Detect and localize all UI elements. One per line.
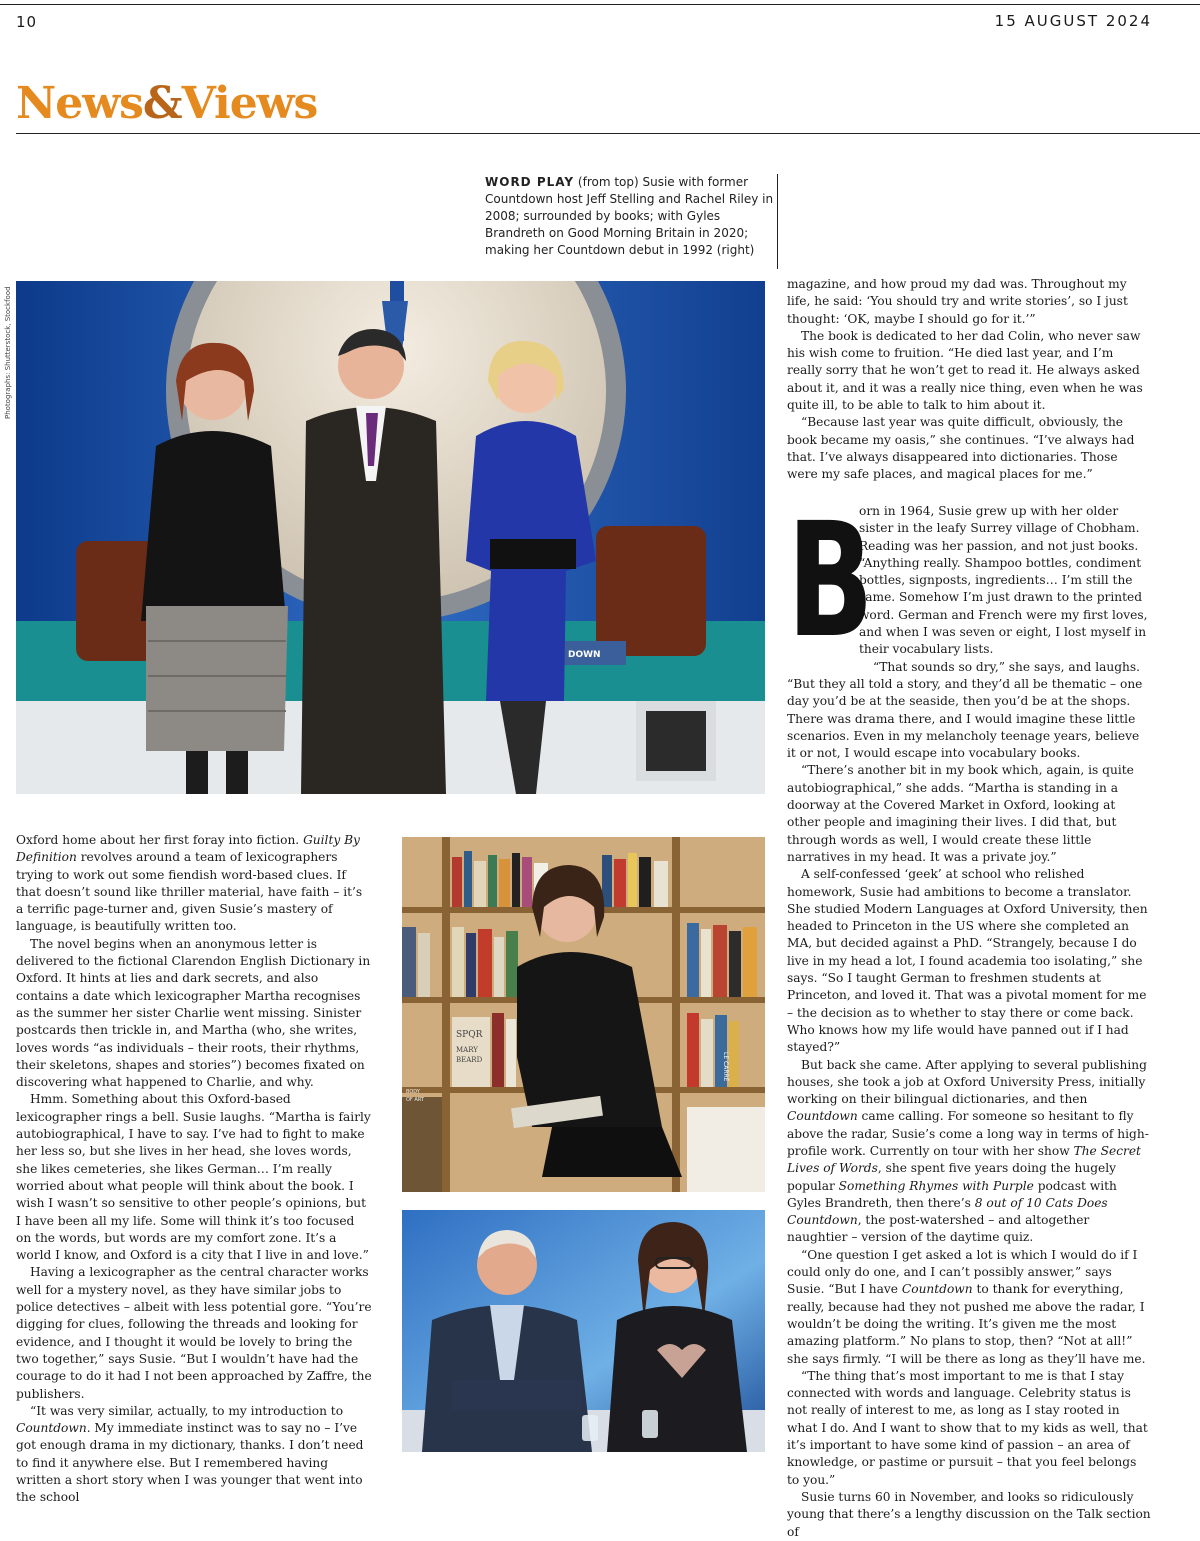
countdown-studio-illustration	[16, 281, 765, 794]
photo-caption	[485, 174, 775, 259]
right-paragraph-11: Susie turns 60 in November, and looks so ridiculously young that there’s a lengthy discussion on the Talk section of	[787, 1489, 1151, 1539]
caption-label: WORD PLAY	[485, 175, 575, 189]
right-paragraph-4: orn in 1964, Susie grew up with her older sister in the leafy Surrey village of Chobham. Reading was her passion, and not just books. “Anything really. Shampoo bottles, condiment bottles, signposts, ingredients… I’m still the same. Somehow I’m just drawn to the printed word. German and French were my first loves, and when I was seven or eight, I lost myself in their vocabulary lists.	[859, 504, 1148, 657]
drop-cap	[787, 489, 874, 673]
photo-credit	[0, 280, 12, 420]
show-title: The Secret Lives of Words	[787, 1143, 1141, 1176]
bookshelf-illustration	[402, 837, 765, 1192]
show-title: Countdown	[16, 1421, 87, 1436]
show-title: 8 out of 10 Cats Does Countdown	[787, 1195, 1108, 1228]
text-span: But back she came. After applying to several publishing houses, she took a job at Oxford University Press, initially working on their bilingual dictionaries, and then	[787, 1057, 1147, 1107]
gmb-studio-illustration	[402, 1210, 765, 1452]
article-right-column-bottom	[787, 489, 1151, 1541]
book-ofart-text: OF ART	[406, 1097, 424, 1103]
left-paragraph-3: Hmm. Something about this Oxford-based lexicographer rings a bell. Susie laughs. “Martha is fairly autobiographical, I have to say. I’ve had to fight to make her less so, but she lives in her head, she loves words, she likes cemeteries, she likes German… I’m really worried about what people will think about the book. I wish I wasn’t so sensitive to other people’s opinions, but I have been all my life. Some will think it’s too focused on the words, but words are my comfort zone. It’s a world I know, and Oxford is a city that I live in and love.”	[16, 1092, 371, 1263]
page-number: 10	[16, 13, 38, 31]
text-span: “It was very similar, actually, to my introduction to	[30, 1403, 344, 1418]
article-left-column	[16, 832, 372, 1507]
book-body-text: BODY	[406, 1089, 420, 1095]
right-paragraph-1: magazine, and how proud my dad was. Throughout my life, he said: ‘You should try and write stories’, so I just thought: ‘OK, maybe I should go for it.’”	[787, 277, 1128, 326]
text-span: , the post-watershed – and altogether naughtier – version of the daytime quiz.	[787, 1213, 1090, 1245]
right-paragraph-7: A self-confessed ‘geek’ at school who relished homework, Susie had ambitions to become a translator. She studied Modern Languages at Oxford University, then headed to Princeton in the US where she completed an MA, but decided against a PhD. “Strangely, because I do live in my head a lot, I found academia too isolating,” she says. “So I taught German to freshmen students at Princeton, and loved it. That was a pivotal moment for me – the decision as to whether to stay there or come back. Who knows how my life would have panned out if I had stayed?”	[787, 867, 1148, 1055]
photo-credit-text: Photographs: Shutterstock, Stockfood	[4, 286, 12, 419]
text-span: “One question I get asked a lot is which I would do if I could only do one, and I can’t possibly answer,” says Susie. “But I have	[787, 1247, 1138, 1297]
countdown-sign-text: DOWN	[568, 650, 601, 660]
show-title: Something Rhymes with Purple	[838, 1178, 1034, 1193]
left-paragraph-5	[16, 1403, 372, 1507]
book-lecarre-text: LE CARRÉ	[722, 1052, 729, 1082]
book-mary-text: MARY	[456, 1046, 478, 1054]
column-rule	[777, 174, 778, 269]
left-paragraph-2: The novel begins when an anonymous letter is delivered to the fictional Clarendon English Dictionary in Oxford. It hints at lies and dark secrets, and also contains a date which lexicographer Martha recognises as the summer her sister Charlie went missing. Sinister postcards then trickle in, and Martha (who, she writes, loves words “as individuals – their roots, their rhythms, their skeletons, shapes and stories”) becomes fixated on discovering what happened to Charlie, and why.	[16, 936, 371, 1090]
masthead-views: Views	[181, 78, 318, 129]
right-paragraph-5: “That sounds so dry,” she says, and laughs. “But they all told a story, and they’d all be thematic – one day you’d be at the seaside, then you’d be at the shops. There was drama there, and I would imagine these little scenarios. Even in my melancholy teenage years, believe it or not, I would escape into vocabulary books.	[787, 659, 1143, 761]
left-paragraph-1	[16, 832, 372, 936]
text-span: Oxford home about her first foray into fiction.	[16, 833, 304, 847]
show-title: Countdown	[787, 1109, 858, 1124]
masthead-rule	[16, 133, 1200, 134]
drop-cap-letter: B	[787, 489, 874, 673]
right-paragraph-6: “There’s another bit in my book which, again, is quite autobiographical,” she adds. “Martha is standing in a doorway at the Covered Market in Oxford, looking at other people and imagining their lives. I did that, but through words as well, I would create these little narratives in my head. It was a private joy.”	[787, 763, 1134, 864]
photo-gmb-studio	[402, 1210, 765, 1452]
issue-date: 15 AUGUST 2024	[994, 12, 1152, 30]
article-right-column-top	[787, 276, 1151, 484]
text-span: to thank for everything, really, because had they not pushed me above the radar, I wouldn’t be doing the writing. It’s given me the most amazing platform.” No plans to stop, then? “Not at all!” she says firmly. “I will be there as long as they’ll have me.	[787, 1282, 1146, 1366]
right-paragraph-8	[787, 1057, 1151, 1247]
text-span: podcast with Gyles Brandreth, then there’s	[787, 1178, 1117, 1210]
photo-countdown-studio	[16, 281, 765, 794]
photo-bookshelves	[402, 837, 765, 1192]
show-title: Countdown	[901, 1282, 973, 1297]
text-span: came calling. For someone so hesitant to fly above the radar, Susie’s come a long way in terms of high-profile work. Currently on tour with her show	[787, 1109, 1149, 1158]
left-paragraph-4: Having a lexicographer as the central character works well for a mystery novel, as they have similar jobs to police detectives – albeit with less potential gore. “You’re digging for clues, following the threads and looking for evidence, and I thought it would be lovely to bring the two together,” says Susie. “But I wouldn’t have had the courage to do it had I not been approached by Zaffre, the publishers.	[16, 1265, 372, 1401]
masthead-ampersand: &	[142, 78, 182, 129]
text-span: , she spent five years doing the hugely popular	[787, 1161, 1116, 1193]
section-masthead	[16, 78, 317, 129]
text-span: revolves around a team of lexicographers trying to work out some fiendish word-based clues. If that doesn’t sound like thriller material, have faith – it’s a terrific page-turner and, given Susie’s mastery of language, is beautifully written too.	[16, 850, 363, 934]
caption-text: (from top) Susie with former Countdown host Jeff Stelling and Rachel Riley in 2008; surrounded by books; with Gyles Brandreth on Good Morning Britain in 2020; making her Countdown debut in 1992 (right)	[485, 175, 774, 257]
right-paragraph-2: The book is dedicated to her dad Colin, who never saw his wish come to fruition. “He died last year, and I’m really sorry that he won’t get to read it. He always asked about it, and it was a really nice thing, even when he was quite ill, to be able to talk to him about it.	[787, 328, 1143, 413]
right-paragraph-10: “The thing that’s most important to me is that I stay connected with words and language. Celebrity status is not really of interest to me, as long as I stay rooted in what I do. And I want to show that to my kids as well, that it’s important to have some kind of passion – an area of knowledge, or pastime or pursuit – that you feel belongs to you.”	[787, 1368, 1148, 1487]
right-paragraph-3: “Because last year was quite difficult, obviously, the book became my oasis,” she continues. “I’ve always had that. I’ve always disappeared into dictionaries. Those were my safe places, and magical places for me.”	[787, 415, 1135, 482]
book-spqr-text: SPQR	[456, 1030, 483, 1040]
book-title: Guilty By Definition	[16, 833, 360, 865]
top-rule	[0, 4, 1200, 5]
masthead-news: News	[16, 78, 143, 129]
text-span: . My immediate instinct was to say no – I’ve got enough drama in my dictionary, thanks. I don’t need to find it anywhere else. But I remembered having written a short story when I was younger that went into the school	[16, 1421, 364, 1505]
right-paragraph-9	[787, 1247, 1151, 1368]
book-beard-text: BEARD	[456, 1056, 483, 1064]
